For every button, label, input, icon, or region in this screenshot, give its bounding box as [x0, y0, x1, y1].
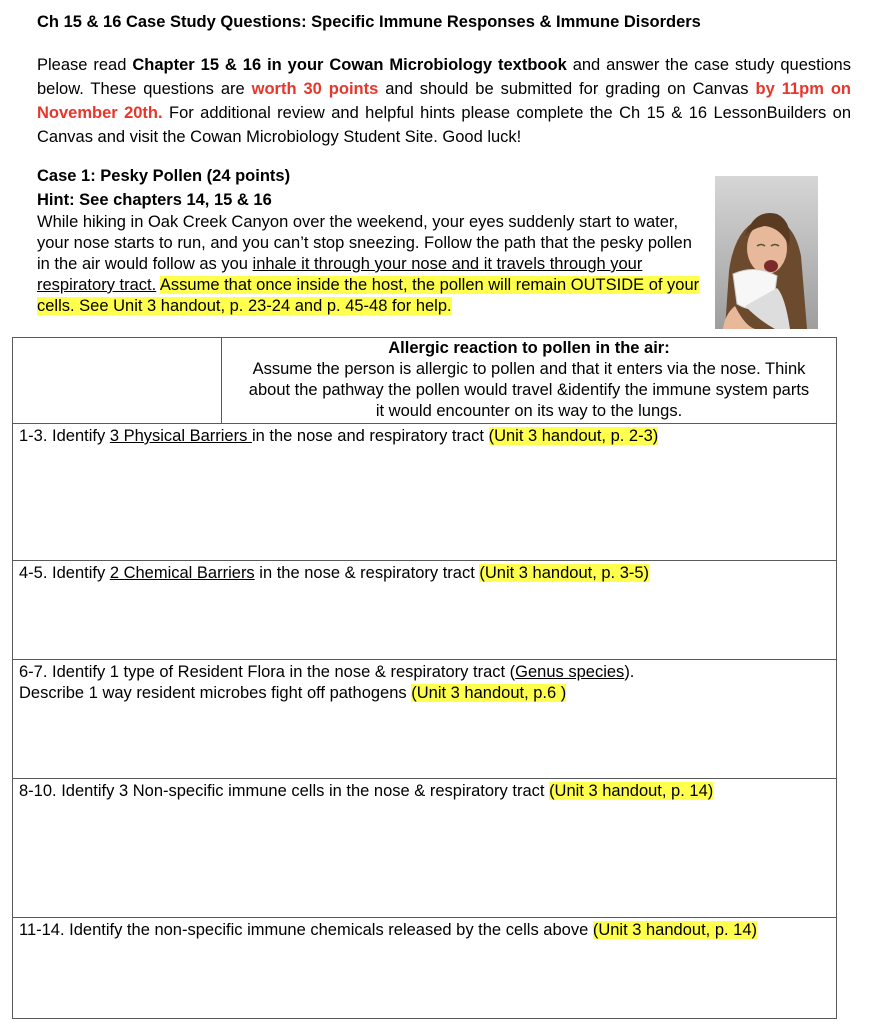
q4-reference: (Unit 3 handout, p. 14) — [549, 782, 714, 800]
scenario-text: While hiking in Oak Creek Canyon over the weekend, your eyes suddenly start to water, your nose starts to run, and you can’t stop sneezing. Follow the path that the pesky pollen in the air would follow as you — [37, 213, 692, 273]
intro-text-3: and should be submitted for grading on Canvas — [378, 80, 756, 98]
q3-text-2: ). — [624, 663, 635, 681]
question-row-1 — [13, 424, 837, 561]
intro-text-4: For additional review and helpful hints please complete the Ch 15 & 16 LessonBuilders on Canvas and visit the Cowan Microbiology Student Site. Good luck! — [37, 104, 852, 146]
q1-text: 1-3. Identify — [19, 427, 110, 445]
intro-text-1: Please read — [37, 56, 133, 74]
q3-text: 6-7. Identify 1 type of Resident Flora in the nose & respiratory tract ( — [19, 663, 516, 681]
intro-paragraph — [37, 53, 851, 149]
q2-underline: 2 Chemical Barriers — [109, 564, 255, 582]
due-date: by 11pm on November 20th. — [37, 80, 851, 122]
question-1-3[interactable] — [13, 424, 837, 561]
header-instructions: Assume the person is allergic to pollen and that it enters via the nose. Think about the pathway the pollen would travel &identify the immune system parts it would encounter on its way to the lungs. — [248, 360, 810, 420]
case-heading: Case 1: Pesky Pollen (24 points) — [37, 167, 291, 185]
header-cell — [222, 338, 837, 424]
q2-text-2: in the nose & respiratory tract — [254, 564, 480, 582]
q1-underline: 3 Physical Barriers — [109, 427, 252, 445]
question-row-5 — [13, 918, 837, 1019]
question-8-10[interactable] — [13, 779, 837, 918]
sneezing-woman-photo — [715, 176, 818, 329]
question-11-14[interactable] — [13, 918, 837, 1019]
case-header — [37, 164, 290, 212]
q5-text: 11-14. Identify the non-specific immune chemicals released by the cells above — [19, 921, 593, 939]
header-title: Allergic reaction to pollen in the air: — [388, 339, 670, 357]
question-table — [12, 337, 837, 1019]
points-value: worth 30 points — [251, 80, 379, 98]
textbook-reference: Chapter 15 & 16 in your Cowan Microbiology textbook — [132, 56, 567, 74]
page-title: Ch 15 & 16 Case Study Questions: Specific Immune Responses & Immune Disorders — [37, 13, 701, 31]
table-header-row — [13, 338, 837, 424]
sneeze-image — [715, 176, 818, 329]
header-empty-cell — [13, 338, 222, 424]
question-row-2 — [13, 561, 837, 660]
q2-reference: (Unit 3 handout, p. 3-5) — [479, 564, 650, 582]
q4-text: 8-10. Identify 3 Non-specific immune cells in the nose & respiratory tract — [19, 782, 550, 800]
q3-line-2: Describe 1 way resident microbes fight off pathogens — [19, 684, 412, 702]
scenario-underlined: inhale it through your nose and it travels through your respiratory tract. — [37, 255, 643, 294]
question-row-3 — [13, 660, 837, 779]
q1-reference: (Unit 3 handout, p. 2-3) — [488, 427, 659, 445]
q3-underline: Genus species — [515, 663, 625, 681]
scenario-highlight: Assume that once inside the host, the pollen will remain OUTSIDE of your cells. See Unit 3 handout, p. 23-24 and p. 45-48 for help. — [37, 276, 700, 315]
question-row-4 — [13, 779, 837, 918]
question-4-5[interactable] — [13, 561, 837, 660]
question-6-7[interactable] — [13, 660, 837, 779]
q1-text-2: in the nose and respiratory tract — [251, 427, 489, 445]
case-hint: Hint: See chapters 14, 15 & 16 — [37, 191, 272, 209]
q5-reference: (Unit 3 handout, p. 14) — [592, 921, 758, 939]
case-scenario — [37, 212, 709, 317]
q3-reference: (Unit 3 handout, p.6 ) — [411, 684, 567, 702]
intro-text-2: and answer the case study questions below. These questions are — [37, 56, 851, 98]
q2-text: 4-5. Identify — [19, 564, 110, 582]
